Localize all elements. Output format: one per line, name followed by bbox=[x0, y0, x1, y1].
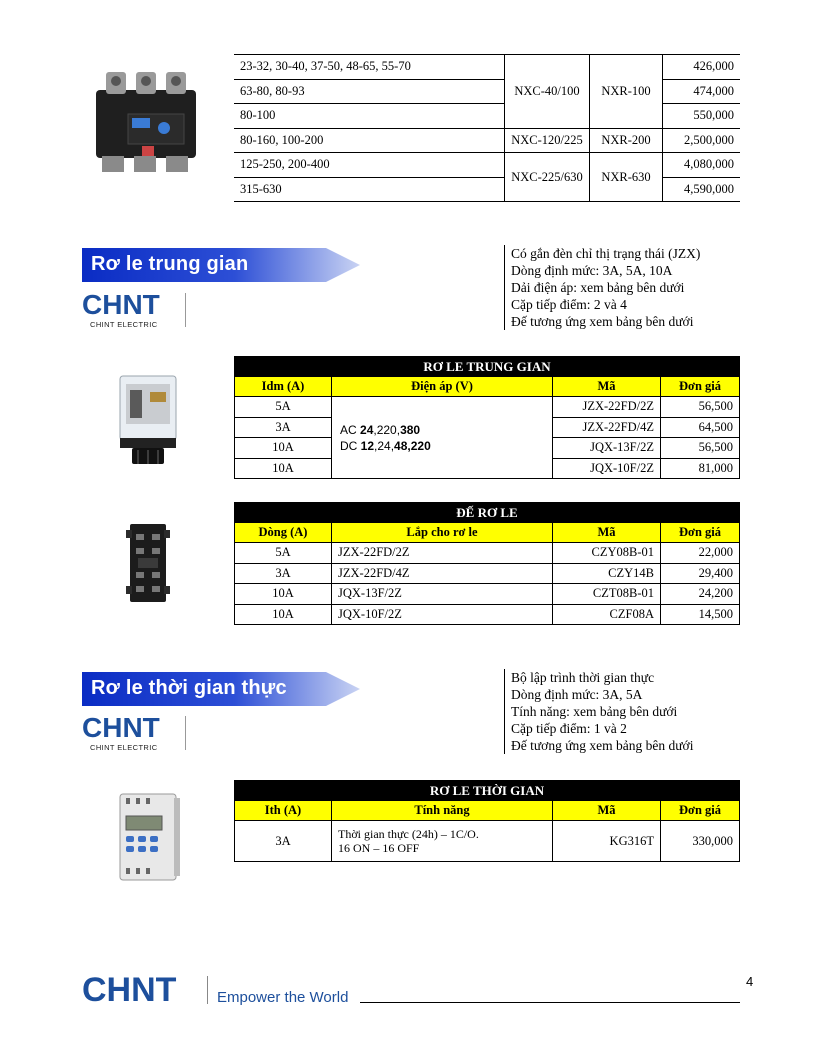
column-header: Đơn giá bbox=[661, 377, 740, 397]
voltage-cell bbox=[332, 397, 553, 479]
code-cell: JQX-10F/2Z bbox=[553, 458, 661, 479]
chint-logo bbox=[82, 291, 192, 331]
current-cell: 3A bbox=[235, 821, 332, 862]
logo-divider bbox=[185, 716, 186, 750]
code-cell: CZY14B bbox=[553, 563, 661, 584]
description-line: Tính năng: xem bảng bên dưới bbox=[511, 704, 678, 719]
description-line: Dòng định mức: 3A, 5A, 10A bbox=[511, 263, 673, 278]
column-header: Tính năng bbox=[332, 801, 553, 821]
section-title: Rơ le thời gian thực bbox=[91, 677, 287, 699]
fits-relay-cell: JQX-10F/2Z bbox=[332, 604, 553, 625]
column-header: Ith (A) bbox=[235, 801, 332, 821]
chint-logo-sub: CHINT ELECTRIC bbox=[90, 743, 158, 752]
voltage-dc-prefix: DC bbox=[340, 438, 361, 453]
column-header: Đơn giá bbox=[661, 801, 740, 821]
table-row bbox=[234, 104, 740, 129]
current-cell: 10A bbox=[235, 458, 332, 479]
current-cell: 3A bbox=[235, 563, 332, 584]
price-cell: 56,500 bbox=[661, 397, 740, 418]
timer-relay-description bbox=[504, 669, 693, 754]
voltage-dc-bold-48-220: 48,220 bbox=[394, 438, 431, 453]
voltage-dc-24: ,24, bbox=[374, 438, 395, 453]
voltage-ac-prefix: AC bbox=[340, 422, 361, 437]
price-cell: 4,590,000 bbox=[663, 177, 741, 202]
contactor-model-cell: NXC-225/630 bbox=[505, 153, 590, 202]
column-header: Đơn giá bbox=[661, 523, 740, 543]
voltage-ac-line bbox=[340, 422, 546, 438]
current-range-cell: 315-630 bbox=[234, 177, 505, 202]
relay-model-cell: NXR-630 bbox=[590, 153, 663, 202]
table-row bbox=[235, 397, 740, 418]
table-row bbox=[234, 177, 740, 202]
chint-logo-sub: CHINT ELECTRIC bbox=[90, 320, 158, 329]
description-line: Bộ lập trình thời gian thực bbox=[511, 670, 655, 685]
voltage-ac-bold-380: 380 bbox=[400, 422, 421, 437]
column-header: Mã bbox=[553, 801, 661, 821]
fits-relay-cell: JZX-22FD/2Z bbox=[332, 543, 553, 564]
code-cell: CZT08B-01 bbox=[553, 584, 661, 605]
description-line: Đế tương ứng xem bảng bên dưới bbox=[511, 738, 694, 753]
logo-divider bbox=[185, 293, 186, 327]
current-cell: 3A bbox=[235, 417, 332, 438]
footer-rule bbox=[360, 1002, 740, 1003]
description-line: Có gắn đèn chỉ thị trạng thái (JZX) bbox=[511, 246, 701, 261]
price-cell: 426,000 bbox=[663, 55, 741, 80]
current-cell: 5A bbox=[235, 397, 332, 418]
description-line: Dải điện áp: xem bảng bên dưới bbox=[511, 280, 685, 295]
price-cell: 64,500 bbox=[661, 417, 740, 438]
price-cell: 29,400 bbox=[661, 563, 740, 584]
chint-logo-brand: CHNT bbox=[82, 712, 160, 743]
current-cell: 10A bbox=[235, 584, 332, 605]
current-cell: 10A bbox=[235, 438, 332, 459]
table-row bbox=[235, 543, 740, 564]
current-range-cell: 125-250, 200-400 bbox=[234, 153, 505, 178]
price-cell: 4,080,000 bbox=[663, 153, 741, 178]
price-cell: 22,000 bbox=[661, 543, 740, 564]
relay-socket-image bbox=[124, 520, 172, 606]
footer-chint-logo: CHNT bbox=[82, 971, 177, 1009]
column-header: Dòng (A) bbox=[235, 523, 332, 543]
feature-line: Thời gian thực (24h) – 1C/O. bbox=[338, 827, 479, 841]
price-cell: 474,000 bbox=[663, 79, 741, 104]
page-number: 4 bbox=[746, 974, 754, 989]
column-header: Mã bbox=[553, 377, 661, 397]
code-cell: CZY08B-01 bbox=[553, 543, 661, 564]
section-banner-intermediate-relay bbox=[82, 248, 360, 282]
code-cell: KG316T bbox=[553, 821, 661, 862]
code-cell: CZF08A bbox=[553, 604, 661, 625]
timer-relay-table bbox=[234, 780, 740, 862]
current-cell: 10A bbox=[235, 604, 332, 625]
voltage-ac-bold-24: 24 bbox=[360, 422, 374, 437]
table-row bbox=[234, 153, 740, 178]
price-cell: 2,500,000 bbox=[663, 128, 741, 153]
table-row bbox=[234, 55, 740, 80]
voltage-ac-220: ,220, bbox=[373, 422, 401, 437]
column-header: Điện áp (V) bbox=[332, 377, 553, 397]
current-range-cell: 80-160, 100-200 bbox=[234, 128, 505, 153]
voltage-dc-bold-12: 12 bbox=[360, 438, 375, 453]
timer-relay-image bbox=[116, 790, 182, 884]
column-header: Mã bbox=[553, 523, 661, 543]
current-cell: 5A bbox=[235, 543, 332, 564]
relay-model-cell: NXR-200 bbox=[590, 128, 663, 153]
intermediate-relay-description bbox=[504, 245, 700, 330]
table-title: RƠ LE THỜI GIAN bbox=[235, 781, 740, 801]
description-line: Cặp tiếp điểm: 1 và 2 bbox=[511, 721, 627, 736]
price-cell: 330,000 bbox=[661, 821, 740, 862]
footer-tagline: Empower the World bbox=[217, 989, 349, 1006]
voltage-dc-line bbox=[340, 438, 546, 454]
current-range-cell: 63-80, 80-93 bbox=[234, 79, 505, 104]
intermediate-relay-table bbox=[234, 356, 740, 479]
price-cell: 24,200 bbox=[661, 584, 740, 605]
table-row bbox=[235, 821, 740, 862]
relay-socket-table bbox=[234, 502, 740, 625]
fits-relay-cell: JZX-22FD/4Z bbox=[332, 563, 553, 584]
feature-cell bbox=[332, 821, 553, 862]
chint-logo bbox=[82, 714, 192, 754]
description-line: Cặp tiếp điểm: 2 và 4 bbox=[511, 297, 627, 312]
table-row bbox=[234, 128, 740, 153]
table-row bbox=[234, 79, 740, 104]
column-header: Idm (A) bbox=[235, 377, 332, 397]
table-row bbox=[235, 584, 740, 605]
chint-logo-brand: CHNT bbox=[82, 289, 160, 320]
description-line: Dòng định mức: 3A, 5A bbox=[511, 687, 643, 702]
section-title: Rơ le trung gian bbox=[91, 253, 249, 275]
table-title: RƠ LE TRUNG GIAN bbox=[235, 357, 740, 377]
thermal-relay-image bbox=[92, 68, 204, 176]
price-cell: 56,500 bbox=[661, 438, 740, 459]
description-line: Đế tương ứng xem bảng bên dưới bbox=[511, 314, 694, 329]
price-cell: 550,000 bbox=[663, 104, 741, 129]
intermediate-relay-image bbox=[116, 372, 180, 466]
current-range-cell: 80-100 bbox=[234, 104, 505, 129]
current-range-cell: 23-32, 30-40, 37-50, 48-65, 55-70 bbox=[234, 55, 505, 80]
code-cell: JQX-13F/2Z bbox=[553, 438, 661, 459]
fits-relay-cell: JQX-13F/2Z bbox=[332, 584, 553, 605]
table-row bbox=[235, 563, 740, 584]
price-cell: 14,500 bbox=[661, 604, 740, 625]
section-banner-timer-relay bbox=[82, 672, 360, 706]
price-cell: 81,000 bbox=[661, 458, 740, 479]
relay-model-cell: NXR-100 bbox=[590, 55, 663, 129]
column-header: Lắp cho rơ le bbox=[332, 523, 553, 543]
table-title: ĐẾ RƠ LE bbox=[235, 503, 740, 523]
feature-line: 16 ON – 16 OFF bbox=[338, 841, 420, 855]
table-row bbox=[235, 604, 740, 625]
thermal-relay-table bbox=[234, 54, 740, 202]
code-cell: JZX-22FD/2Z bbox=[553, 397, 661, 418]
footer-divider bbox=[207, 976, 208, 1004]
contactor-model-cell: NXC-120/225 bbox=[505, 128, 590, 153]
code-cell: JZX-22FD/4Z bbox=[553, 417, 661, 438]
contactor-model-cell: NXC-40/100 bbox=[505, 55, 590, 129]
